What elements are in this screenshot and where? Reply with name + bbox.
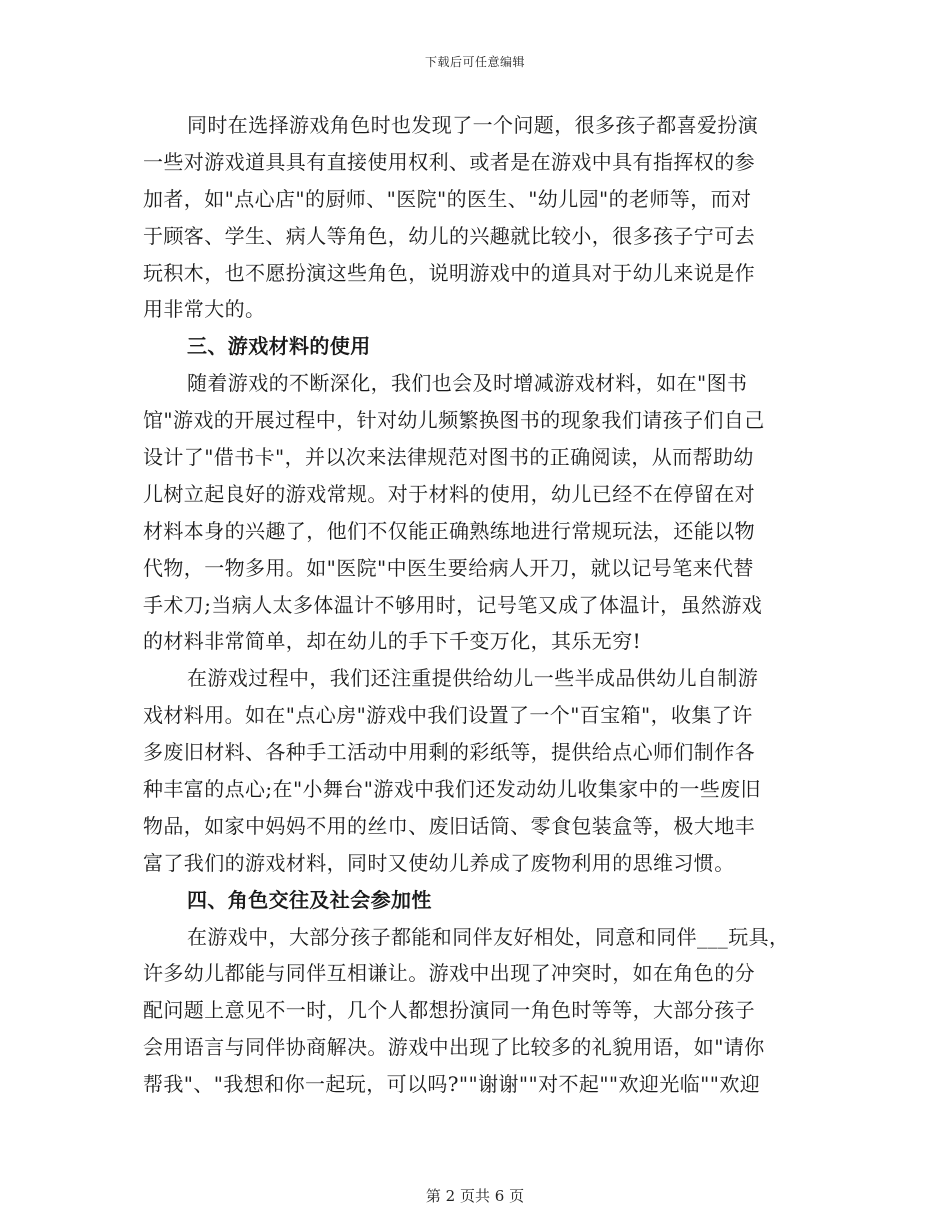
paragraph-line: 同时在选择游戏角色时也发现了一个问题，很多孩子都喜爱扮演 — [187, 113, 759, 137]
paragraph-line: 帮我"、"我想和你一起玩，可以吗?""谢谢""对不起""欢迎光临""欢迎 — [143, 1072, 761, 1097]
paragraph-line: 一些对游戏道具具有直接使用权利、或者是在游戏中具有指挥权的参 — [143, 149, 755, 174]
document-body — [143, 107, 811, 1103]
paragraph-line: 许多幼儿都能与同伴互相谦让。游戏中出现了冲突时，如在角色的分 — [143, 961, 755, 986]
section-heading: 四、角色交往及社会参加性 — [187, 887, 432, 912]
paragraph-line: 多废旧材料、各种手工活动中用剩的彩纸等，提供给点心师们制作各 — [143, 740, 755, 765]
paragraph-line: 在游戏过程中，我们还注重提供给幼儿一些半成品供幼儿自制游 — [187, 666, 759, 691]
paragraph-line: 用非常大的。 — [143, 297, 266, 322]
page-header: 下载后可任意编辑 — [424, 55, 525, 69]
paragraph-line: 的材料非常简单，却在幼儿的手下千变万化，其乐无穷! — [143, 629, 642, 654]
paragraph-line: 玩积木，也不愿扮演这些角色，说明游戏中的道具对于幼儿来说是作 — [143, 260, 755, 285]
section-heading: 三、游戏材料的使用 — [187, 334, 371, 359]
paragraph-line: 配问题上意见不一时，几个人都想扮演同一角色时等等，大部分孩子 — [143, 998, 755, 1023]
paragraph-line: 会用语言与同伴协商解决。游戏中出现了比较多的礼貌用语，如"请你 — [143, 1035, 765, 1060]
paragraph-line: 材料本身的兴趣了，他们不仅能正确熟练地进行常规玩法，还能以物 — [143, 518, 755, 543]
paragraph-line: 富了我们的游戏材料，同时又使幼儿养成了废物利用的思维习惯。 — [143, 850, 735, 875]
paragraph-line: 物品，如家中妈妈不用的丝巾、废旧话筒、零食包装盒等，极大地丰 — [143, 813, 755, 838]
paragraph-line: 戏材料用。如在"点心房"游戏中我们设置了一个"百宝箱"，收集了许 — [143, 703, 753, 728]
paragraph-line: 于顾客、学生、病人等角色，幼儿的兴趣就比较小，很多孩子宁可去 — [143, 223, 755, 248]
paragraph-line: 在游戏中，大部分孩子都能和同伴友好相处，同意和同伴___玩具， — [187, 924, 790, 949]
paragraph-line: 随着游戏的不断深化，我们也会及时增减游戏材料，如在"图书 — [187, 371, 748, 396]
paragraph-line: 加者，如"点心店"的厨师、"医院"的医生、"幼儿园"的老师等，而对 — [143, 186, 752, 211]
paragraph-line: 馆"游戏的开展过程中，针对幼儿频繁换图书的现象我们请孩子们自己 — [143, 408, 765, 433]
paragraph-line: 手术刀;当病人太多体温计不够用时，记号笔又成了体温计，虽然游戏 — [143, 592, 763, 617]
paragraph-line: 种丰富的点心;在"小舞台"游戏中我们还发动幼儿收集家中的一些废旧 — [143, 777, 761, 802]
paragraph-line: 儿树立起良好的游戏常规。对于材料的使用，幼儿已经不在停留在对 — [143, 481, 755, 506]
paragraph-line: 代物，一物多用。如"医院"中医生要给病人开刀，就以记号笔来代替 — [143, 555, 754, 580]
paragraph-line: 设计了"借书卡"，并以次来法律规范对图书的正确阅读，从而帮助幼 — [143, 445, 754, 470]
page-footer: 第 2 页共 6 页 — [425, 1187, 525, 1205]
